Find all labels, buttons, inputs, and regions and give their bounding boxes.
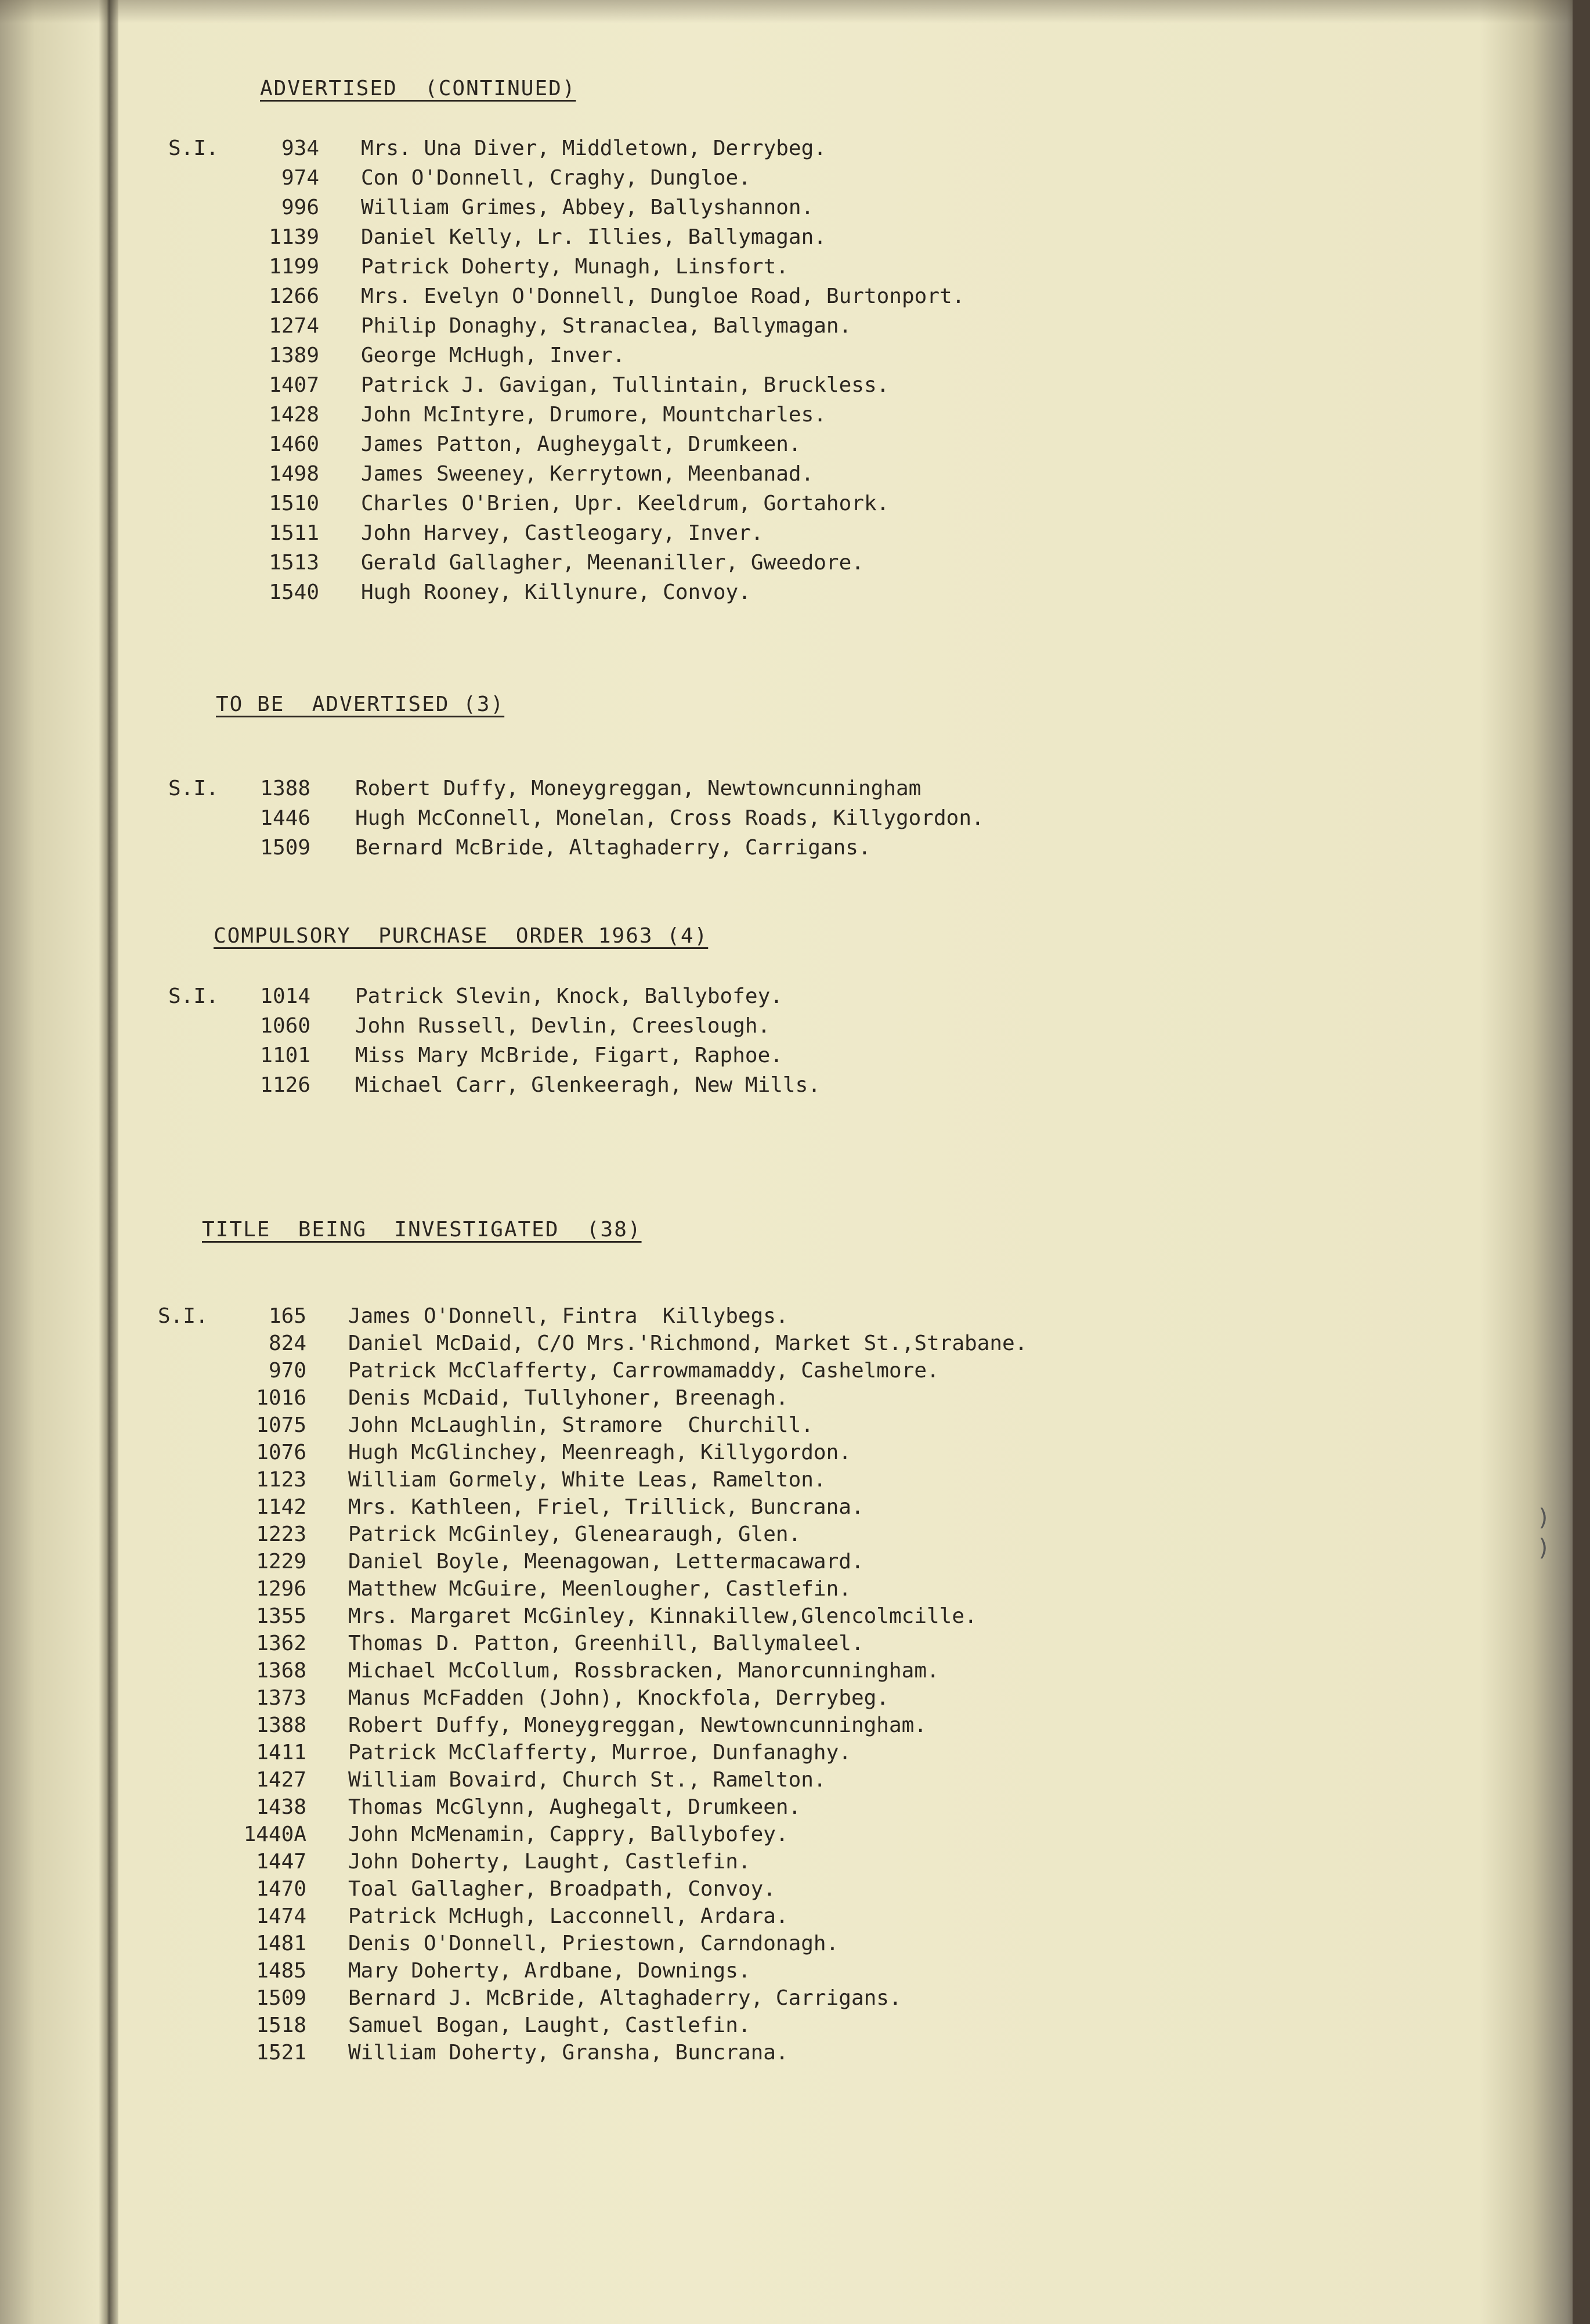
list-item [0, 551, 1393, 580]
entry-number: 1016 [256, 1386, 306, 1410]
list-item [0, 1686, 1393, 1713]
entry-text: Daniel Boyle, Meenagowan, Lettermacaward. [348, 1550, 864, 1574]
entry-text: Manus McFadden (John), Knockfola, Derrybeg. [348, 1686, 889, 1710]
entry-text: Denis O'Donnell, Priestown, Carndonagh. [348, 1932, 839, 1955]
si-prefix: S.I. [168, 777, 219, 800]
entry-text: James Sweeney, Kerrytown, Meenbanad. [361, 462, 814, 486]
section-list-title-being-investigated [0, 1304, 1393, 2068]
list-item [0, 225, 1393, 255]
list-item [0, 1986, 1393, 2013]
entry-text: Thomas D. Patton, Greenhill, Ballymaleel. [348, 1632, 864, 1655]
list-item [0, 1522, 1393, 1550]
list-item [0, 255, 1393, 284]
entry-number: 1498 [269, 462, 319, 486]
entry-number: 1389 [269, 344, 319, 367]
list-item [0, 284, 1393, 314]
entry-text: Patrick McGinley, Glenearaugh, Glen. [348, 1522, 801, 1546]
entry-number: 1126 [260, 1073, 310, 1097]
list-item [0, 403, 1393, 432]
entry-number: 1485 [256, 1959, 306, 1983]
list-item [0, 1359, 1393, 1386]
list-item [0, 1768, 1393, 1795]
entry-number: 1014 [260, 984, 310, 1008]
entry-number: 1388 [256, 1713, 306, 1737]
list-item [0, 1850, 1393, 1877]
entry-number: 1440A [243, 1823, 306, 1846]
entry-text: Bernard McBride, Altaghaderry, Carrigans. [355, 836, 871, 860]
list-item [0, 1495, 1393, 1522]
entry-text: Hugh McConnell, Monelan, Cross Roads, Killygordon. [355, 806, 984, 830]
entry-text: William Doherty, Gransha, Buncrana. [348, 2041, 789, 2065]
entry-text: John McLaughlin, Stramore Churchill. [348, 1413, 814, 1437]
list-item [0, 984, 1393, 1014]
entry-number: 1101 [260, 1044, 310, 1067]
entry-number: 1474 [256, 1904, 306, 1928]
entry-number: 1355 [256, 1604, 306, 1628]
entry-text: George McHugh, Inver. [361, 344, 626, 367]
list-item [0, 492, 1393, 521]
entry-text: Michael McCollum, Rossbracken, Manorcunningham. [348, 1659, 939, 1683]
entry-number: 1362 [256, 1632, 306, 1655]
list-item [0, 196, 1393, 225]
list-item [0, 1304, 1393, 1331]
entry-number: 1296 [256, 1577, 306, 1601]
entry-number: 1509 [260, 836, 310, 860]
entry-text: Hugh McGlinchey, Meenreagh, Killygordon. [348, 1441, 851, 1464]
list-item [0, 1632, 1393, 1659]
margin-bracket-mark: ) [1537, 1535, 1551, 1561]
list-item [0, 1877, 1393, 1904]
entry-number: 1511 [269, 521, 319, 545]
list-item [0, 1795, 1393, 1823]
list-item [0, 1577, 1393, 1604]
entry-text: Miss Mary McBride, Figart, Raphoe. [355, 1044, 783, 1067]
entry-number: 1427 [256, 1768, 306, 1792]
list-item [0, 462, 1393, 492]
entry-text: Mrs. Kathleen, Friel, Trillick, Buncrana. [348, 1495, 864, 1519]
entry-number: 1509 [256, 1986, 306, 2010]
entry-text: Patrick McClafferty, Carrowmamaddy, Cashelmore. [348, 1359, 939, 1383]
list-item [0, 806, 1393, 836]
entry-text: William Bovaird, Church St., Ramelton. [348, 1768, 826, 1792]
entry-text: Patrick McClafferty, Murroe, Dunfanaghy. [348, 1741, 851, 1764]
entry-number: 1199 [269, 255, 319, 279]
list-item [0, 1044, 1393, 1073]
entry-number: 1075 [256, 1413, 306, 1437]
list-item [0, 1550, 1393, 1577]
entry-text: Philip Donaghy, Stranaclea, Ballymagan. [361, 314, 852, 338]
entry-text: John McIntyre, Drumore, Mountcharles. [361, 403, 826, 427]
list-item [0, 1959, 1393, 1986]
entry-text: Gerald Gallagher, Meenaniller, Gweedore. [361, 551, 864, 575]
entry-number: 1446 [260, 806, 310, 830]
list-item [0, 432, 1393, 462]
list-item [0, 373, 1393, 403]
entry-text: Patrick Slevin, Knock, Ballybofey. [355, 984, 783, 1008]
entry-text: Daniel Kelly, Lr. Illies, Ballymagan. [361, 225, 826, 249]
entry-text: Patrick McHugh, Lacconnell, Ardara. [348, 1904, 789, 1928]
entry-number: 1460 [269, 432, 319, 456]
si-prefix: S.I. [168, 984, 219, 1008]
entry-text: Thomas McGlynn, Aughegalt, Drumkeen. [348, 1795, 801, 1819]
entry-number: 1266 [269, 284, 319, 308]
list-item [0, 1331, 1393, 1359]
list-item [0, 2041, 1393, 2068]
entry-text: Con O'Donnell, Craghy, Dungloe. [361, 166, 751, 190]
entry-number: 1518 [256, 2013, 306, 2037]
section-title-to-be-advertised: TO BE ADVERTISED (3) [216, 692, 505, 716]
list-item [0, 836, 1393, 865]
list-item [0, 314, 1393, 344]
entry-number: 165 [268, 1304, 306, 1328]
list-item [0, 1073, 1393, 1103]
list-item [0, 1386, 1393, 1413]
entry-text: Hugh Rooney, Killynure, Convoy. [361, 580, 751, 604]
section-title-compulsory-purchase: COMPULSORY PURCHASE ORDER 1963 (4) [214, 924, 709, 948]
page-edge [1573, 0, 1590, 2324]
entry-text: James O'Donnell, Fintra Killybegs. [348, 1304, 789, 1328]
entry-text: Charles O'Brien, Upr. Keeldrum, Gortahork. [361, 492, 890, 515]
section-title-advertised: ADVERTISED (CONTINUED) [260, 77, 576, 100]
entry-text: Patrick Doherty, Munagh, Linsfort. [361, 255, 789, 279]
list-item [0, 1014, 1393, 1044]
entry-text: John Harvey, Castleogary, Inver. [361, 521, 764, 545]
entry-text: Toal Gallagher, Broadpath, Convoy. [348, 1877, 776, 1901]
entry-number: 970 [268, 1359, 306, 1383]
entry-number: 1470 [256, 1877, 306, 1901]
entry-number: 1229 [256, 1550, 306, 1574]
list-item [0, 521, 1393, 551]
entry-number: 1407 [269, 373, 319, 397]
entry-number: 934 [281, 136, 319, 160]
page-top-shadow [0, 0, 1590, 23]
list-item [0, 1741, 1393, 1768]
entry-text: John Doherty, Laught, Castlefin. [348, 1850, 751, 1874]
entry-text: Denis McDaid, Tullyhoner, Breenagh. [348, 1386, 789, 1410]
entry-number: 1540 [269, 580, 319, 604]
section-title-title-being-investigated: TITLE BEING INVESTIGATED (38) [202, 1218, 642, 1242]
list-item [0, 1823, 1393, 1850]
entry-text: James Patton, Augheygalt, Drumkeen. [361, 432, 801, 456]
entry-text: Samuel Bogan, Laught, Castlefin. [348, 2013, 751, 2037]
entry-number: 1274 [269, 314, 319, 338]
entry-text: Daniel McDaid, C/O Mrs.'Richmond, Market St.,Strabane. [348, 1331, 1028, 1355]
list-item [0, 1441, 1393, 1468]
entry-text: John Russell, Devlin, Creeslough. [355, 1014, 771, 1038]
entry-number: 1481 [256, 1932, 306, 1955]
entry-number: 1513 [269, 551, 319, 575]
entry-number: 1447 [256, 1850, 306, 1874]
entry-text: Mrs. Una Diver, Middletown, Derrybeg. [361, 136, 826, 160]
list-item [0, 1932, 1393, 1959]
entry-number: 1373 [256, 1686, 306, 1710]
list-item [0, 2013, 1393, 2041]
entry-text: Mrs. Evelyn O'Donnell, Dungloe Road, Burtonport. [361, 284, 965, 308]
list-item [0, 1604, 1393, 1632]
entry-number: 1123 [256, 1468, 306, 1492]
entry-text: John McMenamin, Cappry, Ballybofey. [348, 1823, 789, 1846]
margin-bracket-mark: ) [1537, 1504, 1551, 1531]
list-item [0, 1413, 1393, 1441]
entry-number: 1368 [256, 1659, 306, 1683]
entry-text: Mary Doherty, Ardbane, Downings. [348, 1959, 751, 1983]
section-list-advertised [0, 136, 1393, 610]
entry-number: 1428 [269, 403, 319, 427]
list-item [0, 136, 1393, 166]
list-item [0, 1468, 1393, 1495]
entry-text: Bernard J. McBride, Altaghaderry, Carrigans. [348, 1986, 902, 2010]
entry-number: 1076 [256, 1441, 306, 1464]
si-prefix: S.I. [168, 136, 219, 160]
list-item [0, 580, 1393, 610]
entry-number: 1139 [269, 225, 319, 249]
entry-number: 1521 [256, 2041, 306, 2065]
list-item [0, 1713, 1393, 1741]
entry-number: 1142 [256, 1495, 306, 1519]
entry-number: 1060 [260, 1014, 310, 1038]
section-list-to-be-advertised [0, 777, 1393, 865]
si-prefix: S.I. [158, 1304, 208, 1328]
list-item [0, 777, 1393, 806]
entry-text: Robert Duffy, Moneygreggan, Newtowncunningham [355, 777, 922, 800]
list-item [0, 166, 1393, 196]
entry-number: 1223 [256, 1522, 306, 1546]
entry-text: Patrick J. Gavigan, Tullintain, Bruckless. [361, 373, 890, 397]
entry-number: 1438 [256, 1795, 306, 1819]
entry-text: Matthew McGuire, Meenlougher, Castlefin. [348, 1577, 851, 1601]
entry-text: Mrs. Margaret McGinley, Kinnakillew,Glencolmcille. [348, 1604, 977, 1628]
entry-text: Michael Carr, Glenkeeragh, New Mills. [355, 1073, 821, 1097]
entry-number: 1388 [260, 777, 310, 800]
list-item [0, 1904, 1393, 1932]
section-list-compulsory-purchase [0, 984, 1393, 1103]
list-item [0, 1659, 1393, 1686]
entry-text: Robert Duffy, Moneygreggan, Newtowncunningham. [348, 1713, 927, 1737]
entry-number: 974 [281, 166, 319, 190]
entry-text: William Gormely, White Leas, Ramelton. [348, 1468, 826, 1492]
entry-text: William Grimes, Abbey, Ballyshannon. [361, 196, 814, 219]
entry-number: 996 [281, 196, 319, 219]
entry-number: 1411 [256, 1741, 306, 1764]
entry-number: 1510 [269, 492, 319, 515]
list-item [0, 344, 1393, 373]
entry-number: 824 [268, 1331, 306, 1355]
